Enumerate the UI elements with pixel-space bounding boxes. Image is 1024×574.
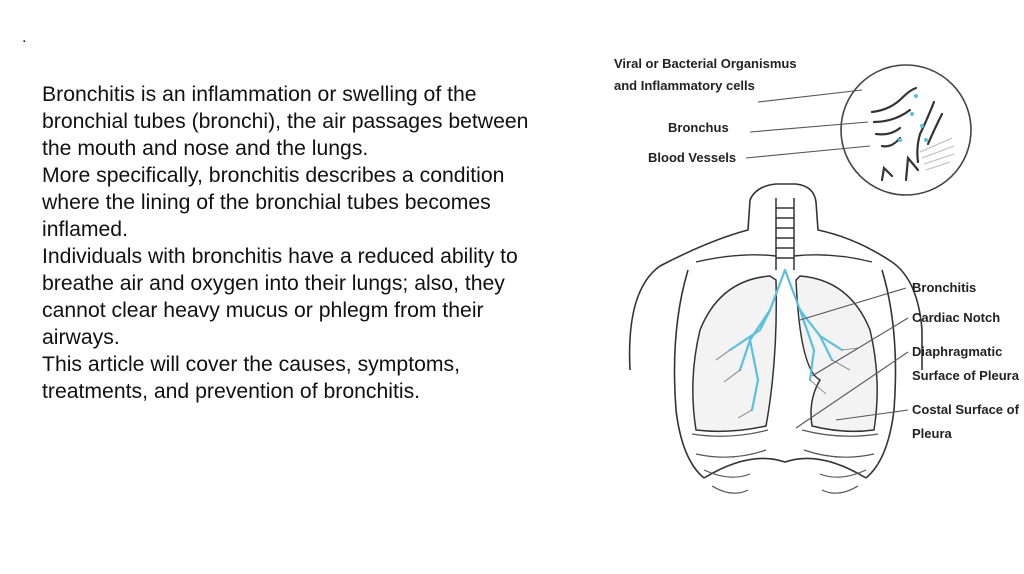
- right-clavicle: [794, 255, 872, 262]
- label-cardiac-notch: Cardiac Notch: [912, 310, 1001, 325]
- paragraph-definition: Bronchitis is an inflammation or swelling of the bronchial tubes (bronchi), the air passages between the mouth and nose and the lungs.: [42, 83, 529, 160]
- magnified-blood-vessels: [920, 138, 954, 170]
- lungs-illustration: [600, 30, 1024, 510]
- trachea: [776, 198, 794, 270]
- label-viral-organisms-line2: and Inflammatory cells: [614, 78, 755, 93]
- inflammatory-cells: [898, 94, 928, 142]
- left-lung: [693, 276, 776, 431]
- paragraph-effects: Individuals with bronchitis have a reduced ability to breathe air and oxygen into their lungs; also, they cannot clear heavy mucus or phlegm from their airways.: [42, 245, 518, 349]
- right-lung: [796, 276, 877, 431]
- label-diaphragmatic-line1: Diaphragmatic: [912, 344, 1003, 359]
- label-bronchitis: Bronchitis: [912, 280, 977, 295]
- label-blood-vessels: Blood Vessels: [648, 150, 737, 165]
- diaphragm: [704, 458, 866, 478]
- label-viral-organisms-line1: Viral or Bacterial Organismus: [614, 56, 797, 71]
- label-bronchus: Bronchus: [668, 120, 729, 135]
- bullet-dot: .: [22, 29, 27, 46]
- paragraph-specifics: More specifically, bronchitis describes a condition where the lining of the bronchial tubes becomes inflamed.: [42, 164, 505, 241]
- paragraph-scope: This article will cover the causes, symptoms, treatments, and prevention of bronchitis.: [42, 353, 460, 403]
- body-text: [42, 81, 562, 405]
- label-diaphragmatic-line2: Surface of Pleura: [912, 368, 1019, 383]
- label-costal-line2: Pleura: [912, 426, 952, 441]
- label-costal-line1: Costal Surface of: [912, 402, 1019, 417]
- left-clavicle: [696, 255, 776, 262]
- magnified-bronchi: [872, 88, 942, 180]
- bronchitis-diagram: [600, 30, 1024, 510]
